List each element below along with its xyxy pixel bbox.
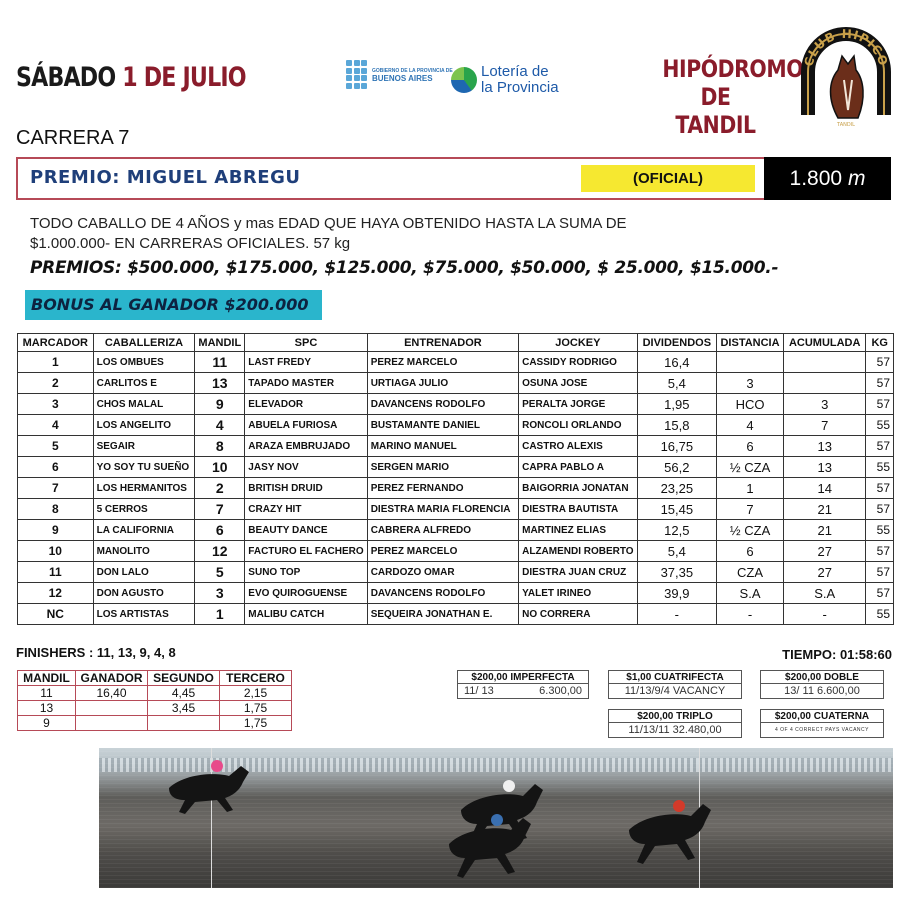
table-cell: 3 [717,373,784,394]
table-cell: 2 [18,373,94,394]
table-cell: 16,75 [637,436,716,457]
table-cell: 6 [18,457,94,478]
ba-logo-line1: GOBIERNO DE LA PROVINCIA DE [372,67,453,74]
table-cell: S.A [783,583,865,604]
bet-triplo-value: 11/13/11 32.480,00 [628,724,722,736]
payout-row [18,701,292,716]
bet-cuaterna [760,709,884,738]
conditions-line2: $1.000.000- EN CARRERAS OFICIALES. 57 kg [30,235,351,252]
payout-cell [148,716,220,731]
table-cell: 8 [18,499,94,520]
premios-list: PREMIOS: $500.000, $175.000, $125.000, $75.000, $50.000, $ 25.000, $15.000.- [30,258,779,278]
bet-imperfecta-title: $200,00 IMPERFECTA [458,671,588,684]
column-header: ACUMULADA [783,334,865,352]
table-header-row [18,334,894,352]
club-logo-bottom-text: TANDIL [837,122,855,128]
club-logo-top-text: CLUB HIPICO [801,26,891,68]
table-cell: 1,95 [637,394,716,415]
table-cell: 8 [195,436,245,457]
column-header: DIVIDENDOS [637,334,716,352]
payout-cell: 2,15 [220,686,292,701]
loteria-line1: Lotería de [481,63,549,80]
table-cell: 10 [18,541,94,562]
table-cell: 9 [18,520,94,541]
table-cell: ½ CZA [717,520,784,541]
column-header: JOCKEY [519,334,637,352]
table-cell: 57 [866,373,894,394]
payout-cell [76,716,148,731]
table-cell: 57 [866,541,894,562]
table-cell: 1 [195,604,245,625]
race-date [16,62,246,93]
table-cell: EVO QUIROGUENSE [245,583,367,604]
table-cell: LOS OMBUES [93,352,195,373]
table-cell: LOS ARTISTAS [93,604,195,625]
bet-triplo [608,709,742,738]
table-cell: 56,2 [637,457,716,478]
payout-column-header: GANADOR [76,671,148,686]
bet-imperfecta-payout: 6.300,00 [539,685,582,697]
table-row [18,604,894,625]
table-cell: CZA [717,562,784,583]
conditions-line1: TODO CABALLO DE 4 AÑOS y mas EDAD QUE HAYA OBTENIDO HASTA LA SUMA DE [30,215,627,232]
premio-bar [16,157,891,200]
date-value: 1 DE JULIO [122,62,246,93]
payout-column-header: TERCERO [220,671,292,686]
table-cell: 13 [195,373,245,394]
table-cell: 7 [717,499,784,520]
bet-cuatrifecta-title: $1,00 CUATRIFECTA [609,671,741,684]
column-header: MANDIL [195,334,245,352]
payout-cell: 4,45 [148,686,220,701]
table-cell: YO SOY TU SUEÑO [93,457,195,478]
table-cell: 1 [18,352,94,373]
buenos-aires-logo [346,60,453,90]
bet-doble-title: $200,00 DOBLE [761,671,883,684]
table-cell: 2 [195,478,245,499]
table-cell: NO CORRERA [519,604,637,625]
table-cell: PEREZ FERNANDO [367,478,518,499]
table-cell: FACTURO EL FACHERO [245,541,367,562]
ba-logo-line2: BUENOS AIRES [372,73,433,83]
race-number: CARRERA 7 [16,127,130,149]
table-cell: URTIAGA JULIO [367,373,518,394]
table-cell: PERALTA JORGE [519,394,637,415]
table-cell: 4 [195,415,245,436]
finishers: FINISHERS : 11, 13, 9, 4, 8 [16,645,176,660]
table-cell: CAPRA PABLO A [519,457,637,478]
table-cell: DAVANCENS RODOLFO [367,583,518,604]
hipodromo-line2: DE TANDIL [675,83,756,139]
table-row [18,562,894,583]
table-cell: MARTINEZ ELIAS [519,520,637,541]
race-time: TIEMPO: 01:58:60 [782,647,892,662]
table-cell: BEAUTY DANCE [245,520,367,541]
payout-header-row [18,671,292,686]
payout-cell: 13 [18,701,76,716]
bet-cuatrifecta-value: 11/13/9/4 VACANCY [624,685,726,697]
loteria-logo [451,64,559,96]
table-cell: 6 [195,520,245,541]
payout-cell [76,701,148,716]
table-cell: TAPADO MASTER [245,373,367,394]
premio-name: PREMIO: MIGUEL ABREGU [30,167,301,188]
payout-cell: 11 [18,686,76,701]
table-cell: 12,5 [637,520,716,541]
horses-silhouette-icon [99,748,893,888]
table-cell: 39,9 [637,583,716,604]
table-cell: SEQUEIRA JONATHAN E. [367,604,518,625]
table-cell: 12 [18,583,94,604]
bonus-banner: BONUS AL GANADOR $200.000 [25,290,322,320]
table-cell: 5 [18,436,94,457]
column-header: SPC [245,334,367,352]
distance-unit: m [847,167,866,190]
table-cell: DIESTRA JUAN CRUZ [519,562,637,583]
table-cell: 5,4 [637,373,716,394]
table-row [18,373,894,394]
table-cell [783,373,865,394]
table-cell: ABUELA FURIOSA [245,415,367,436]
table-cell: 4 [18,415,94,436]
payout-cell: 1,75 [220,701,292,716]
table-cell: BRITISH DRUID [245,478,367,499]
table-cell: PEREZ MARCELO [367,352,518,373]
table-cell: 57 [866,352,894,373]
table-cell: SERGEN MARIO [367,457,518,478]
payout-column-header: MANDIL [18,671,76,686]
table-cell: 21 [783,499,865,520]
table-cell: 10 [195,457,245,478]
table-cell: 14 [783,478,865,499]
table-cell: YALET IRINEO [519,583,637,604]
table-cell: 55 [866,604,894,625]
race-distance [764,157,891,200]
table-row [18,415,894,436]
table-cell: S.A [717,583,784,604]
table-cell [783,352,865,373]
table-cell: 5,4 [637,541,716,562]
table-cell: SUNO TOP [245,562,367,583]
table-cell: 3 [783,394,865,415]
loteria-orb-icon [451,67,477,93]
table-cell: 15,45 [637,499,716,520]
race-conditions [30,214,660,254]
table-cell: 13 [783,436,865,457]
table-cell: 13 [783,457,865,478]
table-cell: - [783,604,865,625]
table-cell: DON AGUSTO [93,583,195,604]
table-cell: BAIGORRIA JONATAN [519,478,637,499]
table-cell: LAST FREDY [245,352,367,373]
table-cell: 57 [866,562,894,583]
table-cell: CHOS MALAL [93,394,195,415]
table-cell: 55 [866,415,894,436]
table-cell: HCO [717,394,784,415]
table-cell: ELEVADOR [245,394,367,415]
column-header: DISTANCIA [717,334,784,352]
bet-triplo-title: $200,00 TRIPLO [609,710,741,723]
status-badge: (OFICIAL) [581,165,755,192]
table-cell: 1 [717,478,784,499]
buenos-aires-mark-icon [346,60,368,90]
table-cell: ARAZA EMBRUJADO [245,436,367,457]
table-cell: DON LALO [93,562,195,583]
club-hipico-logo [798,20,894,128]
table-row [18,436,894,457]
column-header: KG [866,334,894,352]
table-cell: CARLITOS E [93,373,195,394]
payout-cell: 16,40 [76,686,148,701]
table-cell: DIESTRA MARIA FLORENCIA [367,499,518,520]
results-table [17,333,894,625]
table-cell: BUSTAMANTE DANIEL [367,415,518,436]
table-cell: 6 [717,541,784,562]
table-cell: ALZAMENDI ROBERTO [519,541,637,562]
bet-cuaterna-value: 4 OF 4 CORRECT PAYS VACANCY [775,727,869,733]
table-cell: 7 [783,415,865,436]
table-row [18,499,894,520]
table-cell: 5 CERROS [93,499,195,520]
column-header: CABALLERIZA [93,334,195,352]
table-cell: NC [18,604,94,625]
photo-finish-image [99,748,893,888]
table-cell: 9 [195,394,245,415]
table-row [18,478,894,499]
table-cell: 57 [866,499,894,520]
table-cell: 57 [866,436,894,457]
table-cell: CRAZY HIT [245,499,367,520]
table-cell: PEREZ MARCELO [367,541,518,562]
table-cell: 3 [195,583,245,604]
table-cell: MALIBU CATCH [245,604,367,625]
table-cell: 11 [195,352,245,373]
table-cell: DAVANCENS RODOLFO [367,394,518,415]
table-cell: 57 [866,478,894,499]
table-cell: 4 [717,415,784,436]
table-cell: 11 [18,562,94,583]
table-row [18,583,894,604]
distance-value: 1.800 [789,167,843,190]
bet-cuaterna-title: $200,00 CUATERNA [761,710,883,723]
table-cell: 21 [783,520,865,541]
table-row [18,457,894,478]
bet-imperfecta [457,670,589,699]
table-cell: 27 [783,562,865,583]
table-cell: 12 [195,541,245,562]
payout-cell: 9 [18,716,76,731]
payout-row [18,716,292,731]
payout-table [17,670,292,731]
table-cell: 3 [18,394,94,415]
payout-column-header: SEGUNDO [148,671,220,686]
bet-cuatrifecta [608,670,742,699]
table-cell: RONCOLI ORLANDO [519,415,637,436]
table-cell: - [637,604,716,625]
table-cell: 55 [866,457,894,478]
table-cell: 5 [195,562,245,583]
table-row [18,520,894,541]
payout-cell: 3,45 [148,701,220,716]
table-cell: CARDOZO OMAR [367,562,518,583]
payout-cell: 1,75 [220,716,292,731]
hipodromo-line1: HIPÓDROMO [662,55,804,83]
bet-doble [760,670,884,699]
table-cell: LOS HERMANITOS [93,478,195,499]
table-cell: 37,35 [637,562,716,583]
table-cell: 57 [866,583,894,604]
column-header: MARCADOR [18,334,94,352]
bet-doble-value: 13/ 11 6.600,00 [784,685,860,697]
column-header: ENTRENADOR [367,334,518,352]
table-cell: LA CALIFORNIA [93,520,195,541]
table-cell: 23,25 [637,478,716,499]
table-cell: MARINO MANUEL [367,436,518,457]
table-cell: DIESTRA BAUTISTA [519,499,637,520]
table-cell: CASTRO ALEXIS [519,436,637,457]
weekday: SÁBADO [16,62,116,93]
table-cell: CABRERA ALFREDO [367,520,518,541]
bet-imperfecta-combo: 11/ 13 [464,685,494,697]
table-cell: MANOLITO [93,541,195,562]
table-cell: - [717,604,784,625]
table-cell: 55 [866,520,894,541]
table-row [18,352,894,373]
table-cell: CASSIDY RODRIGO [519,352,637,373]
table-cell: ½ CZA [717,457,784,478]
table-cell [717,352,784,373]
table-cell: 7 [195,499,245,520]
horse-head-icon [831,56,864,118]
table-cell: 57 [866,394,894,415]
table-cell: 27 [783,541,865,562]
table-cell: 6 [717,436,784,457]
table-row [18,541,894,562]
loteria-line2: la Provincia [481,79,559,96]
table-cell: JASY NOV [245,457,367,478]
table-cell: 16,4 [637,352,716,373]
table-cell: LOS ANGELITO [93,415,195,436]
table-row [18,394,894,415]
payout-row [18,686,292,701]
hipodromo-title [653,55,804,139]
table-cell: SEGAIR [93,436,195,457]
table-cell: 15,8 [637,415,716,436]
table-cell: 7 [18,478,94,499]
table-cell: OSUNA JOSE [519,373,637,394]
